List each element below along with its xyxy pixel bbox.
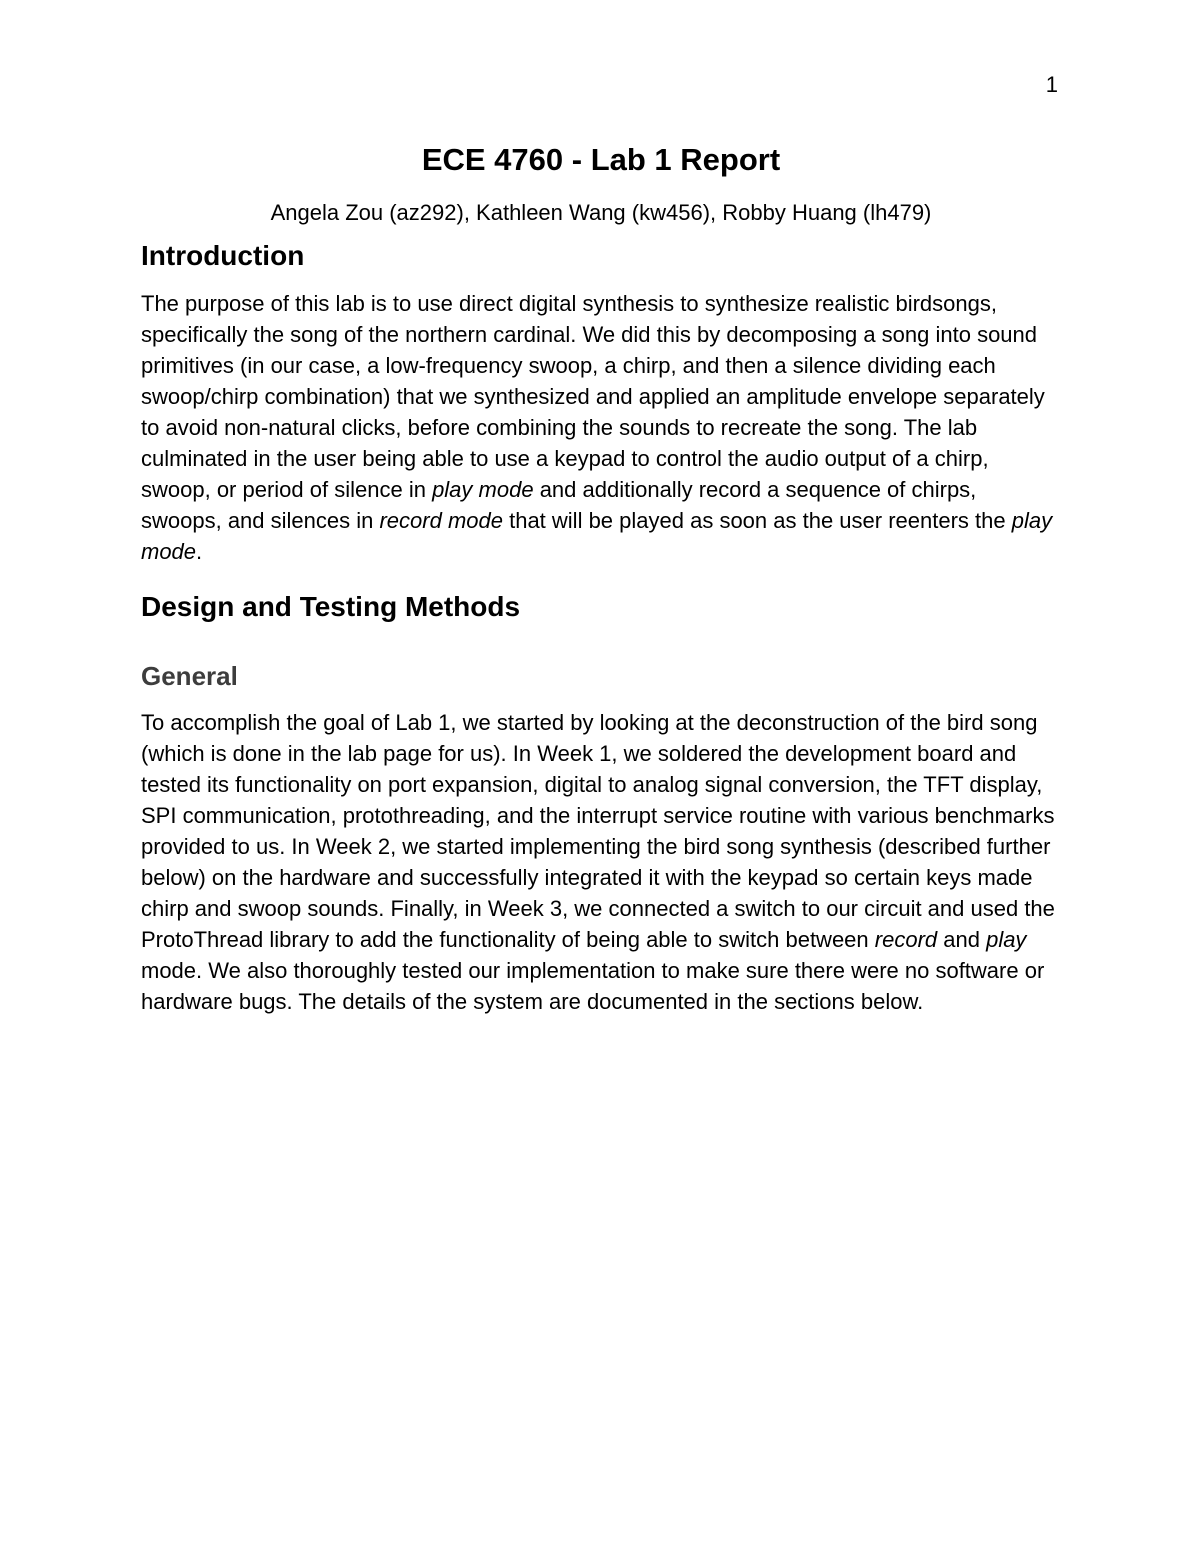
general-emphasis-play: play [986, 927, 1027, 952]
introduction-paragraph [141, 288, 1061, 567]
general-text-2: and [937, 927, 987, 952]
intro-text-4: . [196, 539, 203, 564]
intro-text-3: that will be played as soon as the user reenters the [502, 508, 1012, 533]
introduction-heading: Introduction [141, 240, 305, 271]
document-title: ECE 4760 - Lab 1 Report [421, 142, 781, 177]
general-text-1: To accomplish the goal of Lab 1, we started by looking at the deconstruction of the bird song (which is done in the lab page for us). In Week 1, we soldered the development board and tested its functionality on port expansion, digital to analog signal conversion, the TFT display, SPI communication, protothreading, and the interrupt service routine with various benchmarks provided to us. In Week 2, we started implementing the bird song synthesis (described further below) on the hardware and successfully integrated it with the keypad so certain keys made chirp and swoop sounds. Finally, in Week 3, we connected a switch to our circuit and used the ProtoThread library to add the functionality of being able to switch between [141, 710, 1055, 952]
general-text-3: mode. We also thoroughly tested our implementation to make sure there were no software or hardware bugs. The details of the system are documented in the sections below. [141, 958, 1045, 1014]
author-line: Angela Zou (az292), Kathleen Wang (kw456), Robby Huang (lh479) [270, 200, 932, 225]
page-content [141, 140, 1061, 1017]
intro-text-1: The purpose of this lab is to use direct digital synthesis to synthesize realistic birdsongs, specifically the song of the northern cardinal. We did this by decomposing a song into sound primitives (in our case, a low-frequency swoop, a chirp, and then a silence dividing each swoop/chirp combination) that we synthesized and applied an amplitude envelope separately to avoid non-natural clicks, before combining the sounds to recreate the song. The lab culminated in the user being able to use a keypad to control the audio output of a chirp, swoop, or period of silence in [141, 291, 1045, 502]
intro-text-2: and additionally record a sequence of chirps, swoops, and silences in [141, 477, 977, 533]
design-heading: Design and Testing Methods [141, 591, 521, 622]
general-emphasis-record: record [874, 927, 938, 952]
intro-emphasis-record-mode: record mode [379, 508, 503, 533]
general-subheading: General [141, 661, 238, 691]
intro-emphasis-play-mode-2: play mode [141, 508, 1053, 564]
general-paragraph [141, 707, 1061, 1017]
intro-emphasis-play-mode: play mode [432, 477, 534, 502]
page-number: 1 [1045, 72, 1058, 97]
